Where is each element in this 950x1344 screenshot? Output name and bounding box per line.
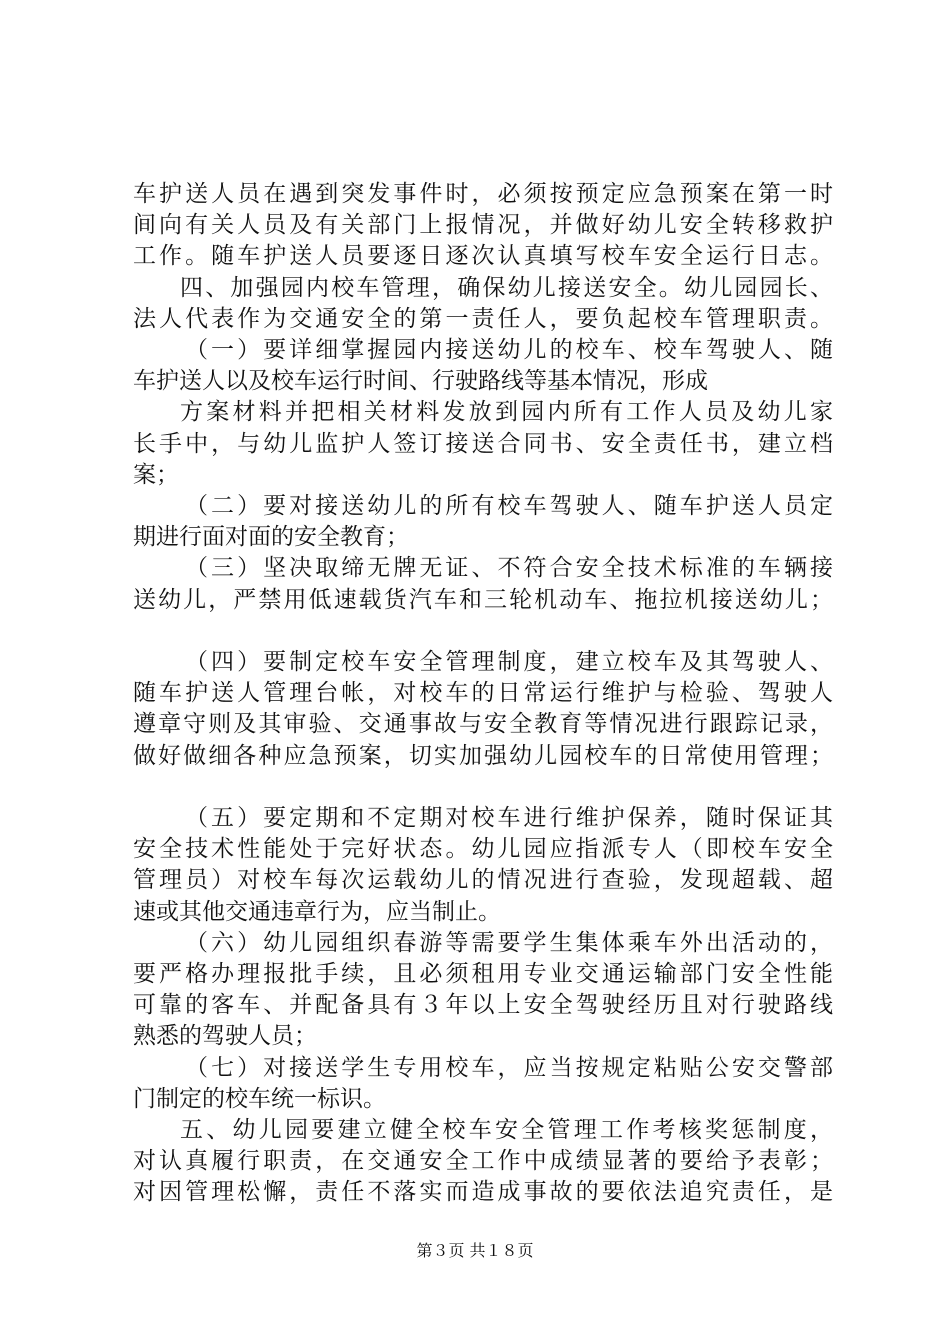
text-line-28: 门制定的校车统一标识。 — [133, 1085, 386, 1112]
text-line-6: （一）要详细掌握园内接送幼儿的校车、校车驾驶人、随 — [185, 337, 833, 363]
text-line-11: （二）要对接送幼儿的所有校车驾驶人、随车护送人员定 — [185, 493, 833, 519]
text-line-4: 四、加强园内校车管理，确保幼儿接送安全。幼儿园园长、 — [180, 274, 833, 301]
text-line-30: 对认真履行职责，在交通安全工作中成绩显著的要给予表彰； — [133, 1148, 833, 1175]
text-line-16: 随车护送人管理台帐，对校车的日常运行维护与检验、驾驶人 — [133, 680, 833, 707]
text-line-9: 长手中，与幼儿监护人签订接送合同书、安全责任书，建立档 — [133, 430, 833, 457]
text-line-17: 遵章守则及其审验、交通事故与安全教育等情况进行跟踪记录， — [133, 711, 833, 738]
text-line-13: （三）坚决取缔无牌无证、不符合安全技术标准的车辆接 — [185, 555, 833, 582]
text-line-27: （七）对接送学生专用校车，应当按规定粘贴公安交警部 — [185, 1054, 833, 1081]
text-line-8: 方案材料并把相关材料发放到园内所有工作人员及幼儿家 — [180, 399, 833, 426]
text-line-20: 安全技术性能处于完好状态。幼儿园应指派专人（即校车安全 — [133, 836, 833, 863]
text-line-18: 做好做细各种应急预案，切实加强幼儿园校车的日常使用管理； — [133, 742, 833, 769]
text-line-31: 对因管理松懈，责任不落实而造成事故的要依法追究责任，是 — [133, 1179, 833, 1206]
text-line-14: 送幼儿，严禁用低速载货汽车和三轮机动车、拖拉机接送幼儿； — [133, 586, 833, 613]
text-line-15: （四）要制定校车安全管理制度，建立校车及其驾驶人、 — [185, 649, 833, 675]
text-line-23: （六）幼儿园组织春游等需要学生集体乘车外出活动的， — [185, 929, 833, 956]
text-line-7: 车护送人以及校车运行时间、行驶路线等基本情况，形成 — [133, 368, 708, 395]
text-line-2: 间向有关人员及有关部门上报情况，并做好幼儿安全转移救护 — [133, 212, 833, 239]
text-line-22: 速或其他交通违章行为，应当制止。 — [133, 898, 501, 925]
text-line-12: 期进行面对面的安全教育； — [133, 524, 409, 551]
text-line-1: 车护送人员在遇到突发事件时，必须按预定应急预案在第一时 — [133, 181, 833, 207]
text-line-26: 熟悉的驾驶人员； — [133, 1023, 317, 1050]
text-line-3: 工作。随车护送人员要逐日逐次认真填写校车安全运行日志。 — [133, 243, 833, 270]
text-line-24: 要严格办理报批手续，且必须租用专业交通运输部门安全性能 — [133, 961, 833, 987]
text-line-5: 法人代表作为交通安全的第一责任人，要负起校车管理职责。 — [133, 305, 833, 332]
text-line-29: 五、幼儿园要建立健全校车安全管理工作考核奖惩制度， — [180, 1117, 833, 1143]
text-line-21: 管理员）对校车每次运载幼儿的情况进行查验，发现超载、超 — [133, 867, 833, 894]
text-line-10: 案； — [133, 461, 179, 488]
text-line-19: （五）要定期和不定期对校车进行维护保养，随时保证其 — [185, 805, 833, 831]
text-line-25: 可靠的客车、并配备具有３年以上安全驾驶经历且对行驶路线 — [133, 992, 833, 1019]
page-footer: 第３页 共１８页 — [416, 1241, 534, 1260]
